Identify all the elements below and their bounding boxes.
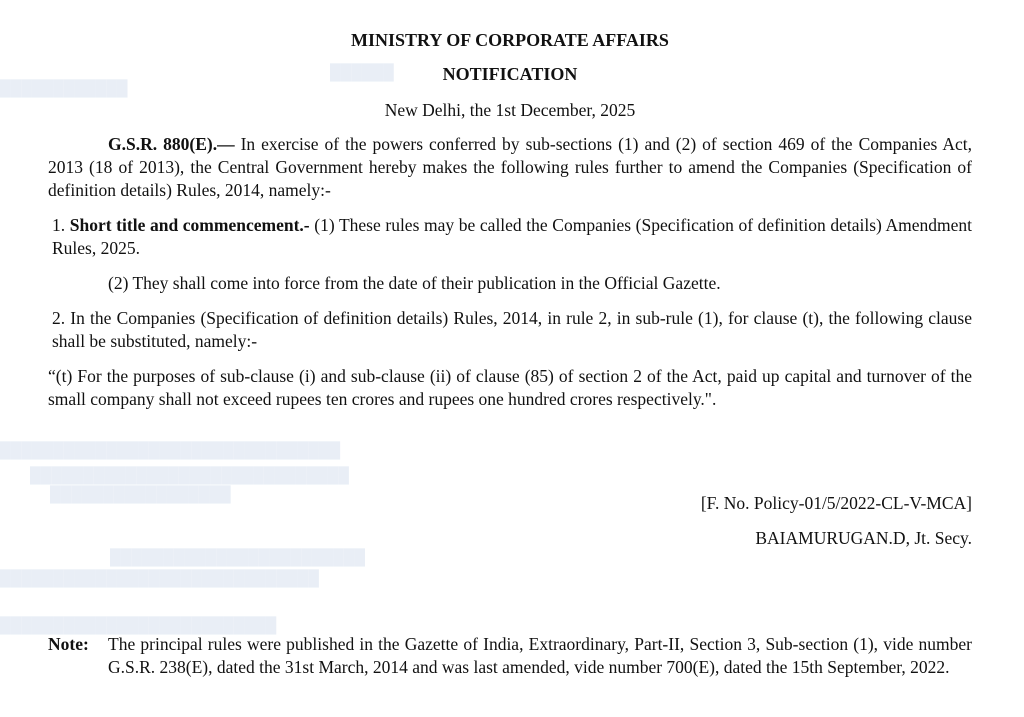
- ministry-heading: MINISTRY OF CORPORATE AFFAIRS: [351, 30, 669, 50]
- bleed-through-text: ██████████████████████████████: [0, 571, 319, 587]
- bleed-through-text: ██████████████████████████: [0, 618, 277, 634]
- rule-1-sub-2: (2) They shall come into force from the date of their publication in the Official Gazette.: [108, 273, 721, 293]
- rule-1-paragraph: [52, 214, 972, 260]
- notification-heading: NOTIFICATION: [442, 64, 578, 84]
- rule-1-number: 1.: [52, 215, 66, 235]
- note-block: [48, 633, 972, 679]
- bleed-through-text: ████████████: [0, 81, 128, 97]
- rule-1-sub-1: (1) These rules may be called the Companies (Specification of definition details) Amendment Rules, 2025.: [52, 215, 973, 258]
- rule-2-paragraph: 2. In the Companies (Specification of definition details) Rules, 2014, in rule 2, in sub-rule (1), for clause (t), the following clause shall be substituted, namely:-: [52, 308, 972, 351]
- bleed-through-text: ████████████████████████: [110, 550, 366, 566]
- preamble-text: In exercise of the powers conferred by sub-sections (1) and (2) of section 469 of the Companies Act, 2013 (18 of 2013), the Central Government hereby makes the following rules further to amend the Companies (Specification of definition details) Rules, 2014, namely:-: [48, 134, 972, 200]
- file-number: [F. No. Policy-01/5/2022-CL-V-MCA]: [700, 493, 972, 513]
- bleed-through-text: █████████████████: [50, 487, 231, 503]
- note-label: Note:: [48, 634, 89, 654]
- note-text: The principal rules were published in the Gazette of India, Extraordinary, Part-II, Section 3, Sub-section (1), vide number G.S.R. 238(E), dated the 31st March, 2014 and was last amended, vide number 700(E), dated the 15th September, 2022.: [108, 634, 972, 677]
- rule-1-heading: Short title and commencement.-: [69, 215, 310, 235]
- bleed-through-text: ██████████████████████████████: [30, 468, 349, 484]
- bleed-through-text: ████████████████████████████████: [0, 443, 341, 459]
- substituted-clause: “(t) For the purposes of sub-clause (i) and sub-clause (ii) of clause (85) of section 2 of the Act, paid up capital and turnover of the small company shall not exceed rupees ten crores and rupees one hundred crores respectively.".: [48, 366, 972, 409]
- bleed-through-text: ██████: [330, 65, 394, 81]
- signatory: BAIAMURUGAN.D, Jt. Secy.: [755, 528, 972, 548]
- gsr-number: G.S.R. 880(E).—: [108, 134, 235, 154]
- dateline: New Delhi, the 1st December, 2025: [384, 100, 636, 120]
- preamble-paragraph: [48, 133, 972, 202]
